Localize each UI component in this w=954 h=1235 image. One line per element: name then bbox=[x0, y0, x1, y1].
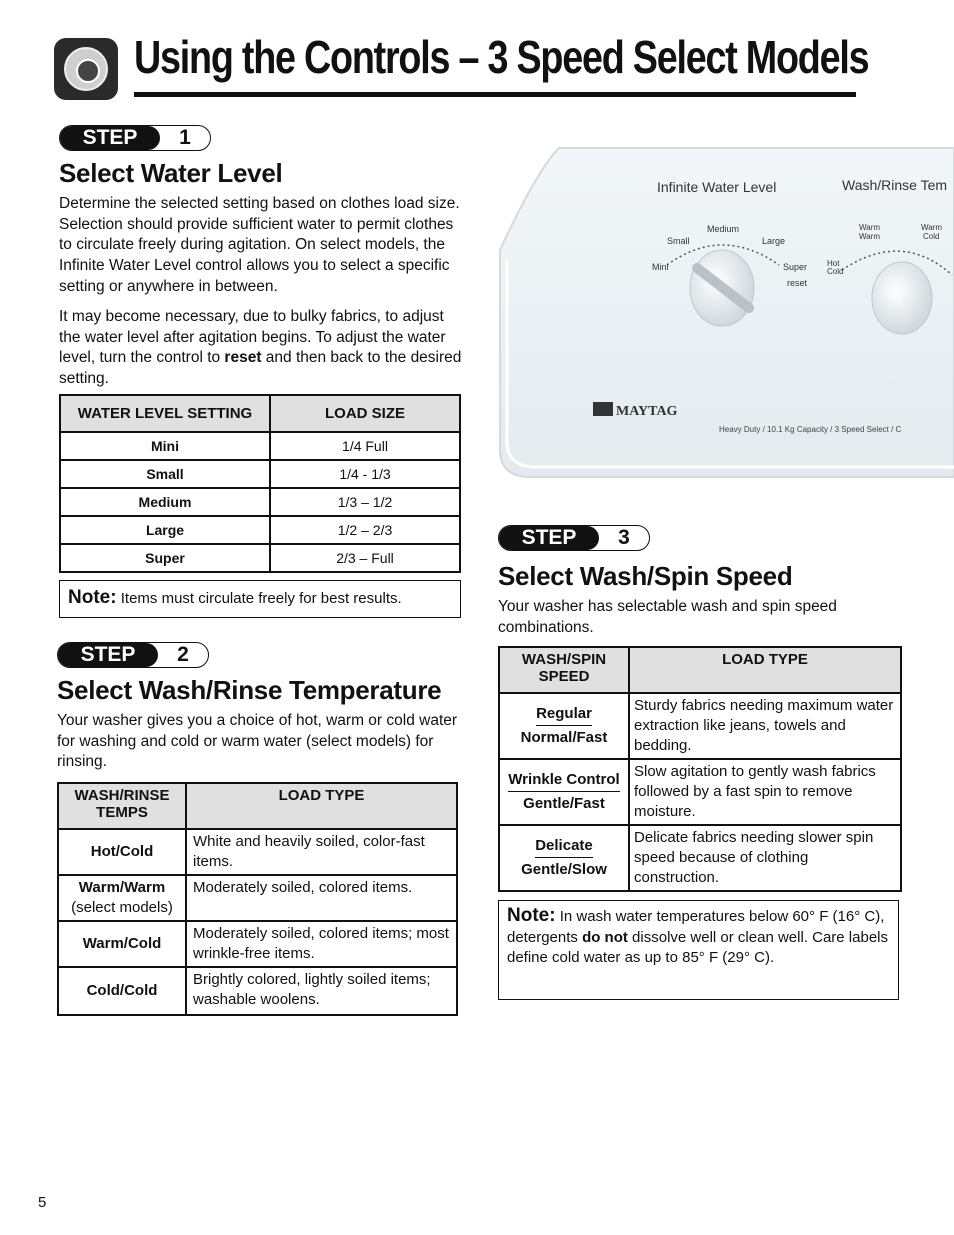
page-title: Using the Controls – 3 Speed Select Models bbox=[134, 31, 869, 83]
dial-label-reset: reset bbox=[787, 278, 808, 288]
table-row: Delicate Gentle/Slow Delicate fabrics needing slower spin speed because of clothing construction. bbox=[499, 825, 901, 891]
table-row: Hot/Cold White and heavily soiled, color-fast items. bbox=[58, 829, 457, 875]
step-3-paragraph: Your washer has selectable wash and spin speed combinations. bbox=[498, 598, 837, 636]
table-header: WASH/RINSE TEMPS bbox=[58, 783, 186, 829]
step-label: STEP bbox=[58, 643, 158, 667]
dial-label-mini: Mini bbox=[652, 262, 669, 272]
panel-caption: Heavy Duty / 10.1 Kg Capacity / 3 Speed Select / C bbox=[719, 425, 902, 434]
step-number: 2 bbox=[177, 643, 189, 666]
table-header: WATER LEVEL SETTING bbox=[60, 395, 270, 432]
table-row: Medium 1/3 – 1/2 bbox=[60, 488, 460, 516]
temp-label-warm: Warm bbox=[859, 223, 881, 232]
wash-rinse-table bbox=[57, 782, 458, 1016]
step-1-paragraph-2: It may become necessary, due to bulky fabrics, to adjust the water level after agitation begins. To adjust the water level, turn the control to reset and then back to the desired setting. bbox=[59, 308, 462, 388]
temp-panel-title: Wash/Rinse Tem bbox=[842, 177, 948, 193]
step-1-badge bbox=[59, 125, 211, 151]
wash-spin-table bbox=[498, 646, 902, 892]
temp-label-hot: Hot bbox=[827, 259, 840, 268]
step-2-badge bbox=[57, 642, 209, 668]
table-header: LOAD TYPE bbox=[629, 647, 901, 693]
dial-label-small: Small bbox=[667, 236, 690, 246]
washer-knob-icon bbox=[54, 38, 118, 100]
step-3-heading: Select Wash/Spin Speed bbox=[498, 561, 793, 591]
page-number: 5 bbox=[38, 1194, 47, 1211]
step-1-note: Note: Items must circulate freely for best results. bbox=[59, 580, 461, 618]
step-number: 1 bbox=[179, 126, 191, 149]
brand-logo: MAYTAG bbox=[616, 404, 678, 419]
step-2-heading: Select Wash/Rinse Temperature bbox=[57, 675, 442, 705]
title-rule bbox=[134, 92, 856, 97]
table-header: LOAD TYPE bbox=[186, 783, 457, 829]
water-level-panel-title: Infinite Water Level bbox=[657, 179, 777, 195]
table-row: Regular Normal/Fast Sturdy fabrics needing maximum water extraction like jeans, towels and bedding. bbox=[499, 693, 901, 759]
table-row: Small 1/4 - 1/3 bbox=[60, 460, 460, 488]
temp-label-warm: Warm bbox=[859, 232, 881, 241]
step-1-heading: Select Water Level bbox=[59, 158, 283, 188]
step-label: STEP bbox=[499, 526, 599, 550]
dial-label-super: Super bbox=[783, 262, 808, 272]
step-label: STEP bbox=[60, 126, 160, 150]
table-row: Warm/Warm (select models) Moderately soiled, colored items. bbox=[58, 875, 457, 921]
table-header: LOAD SIZE bbox=[270, 395, 460, 432]
step-3-note: Note: In wash water temperatures below 60° F (16° C), detergents do not dissolve well or clean well. Care labels define cold water as up to 85° F (29° C). bbox=[498, 900, 899, 1000]
control-panel-illustration bbox=[497, 140, 954, 485]
table-row: Super 2/3 – Full bbox=[60, 544, 460, 572]
water-level-table bbox=[59, 394, 461, 573]
step-3-badge bbox=[498, 525, 650, 551]
step-number: 3 bbox=[618, 526, 630, 549]
table-row: Warm/Cold Moderately soiled, colored items; most wrinkle-free items. bbox=[58, 921, 457, 967]
table-row: Mini 1/4 Full bbox=[60, 432, 460, 460]
table-row: Cold/Cold Brightly colored, lightly soiled items; washable woolens. bbox=[58, 967, 457, 1015]
dial-label-medium: Medium bbox=[707, 224, 740, 234]
table-row: Wrinkle Control Gentle/Fast Slow agitation to gently wash fabrics followed by a fast spin to remove moisture. bbox=[499, 759, 901, 825]
step-2-paragraph: Your washer gives you a choice of hot, warm or cold water for washing and cold or warm water (select models) for rinsing. bbox=[57, 712, 458, 771]
temp-label-warm: Warm bbox=[921, 223, 943, 232]
temp-label-cold: Cold bbox=[923, 232, 940, 241]
temp-label-cold: Cold bbox=[827, 267, 844, 276]
table-row: Large 1/2 – 2/3 bbox=[60, 516, 460, 544]
dial-label-large: Large bbox=[762, 236, 786, 246]
table-header: WASH/SPIN SPEED bbox=[499, 647, 629, 693]
step-1-paragraph-1: Determine the selected setting based on clothes load size. Selection should provide sufficient water to permit clothes to circulate freely during agitation. On select models, the Infinite Water Level control allows you to select a specific setting or anywhere in between. bbox=[59, 195, 460, 295]
